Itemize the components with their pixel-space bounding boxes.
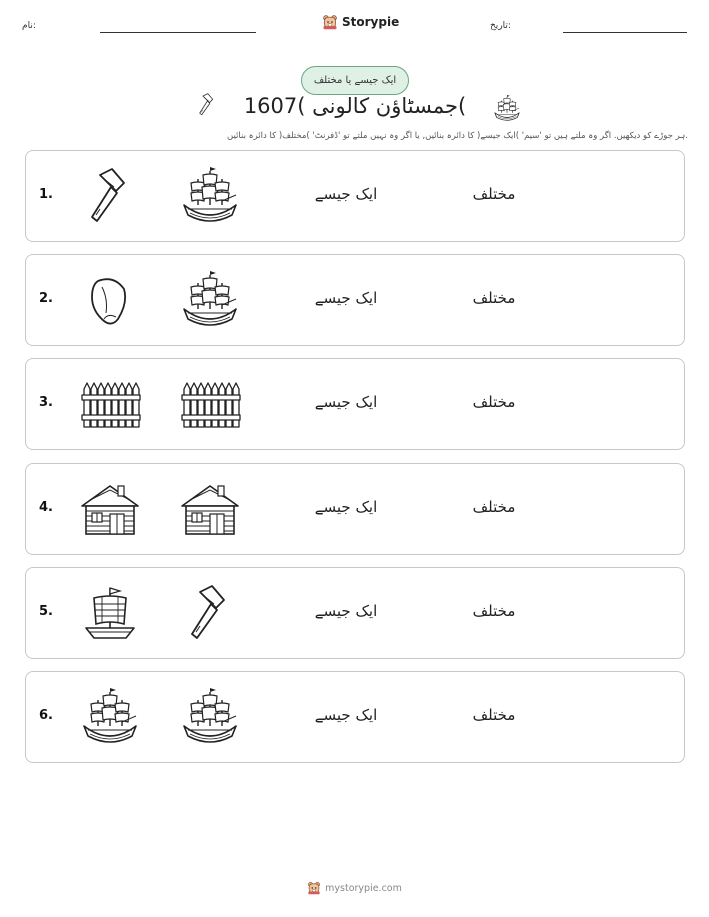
ship-icon: [178, 165, 242, 229]
name-line: [100, 32, 256, 33]
row-number: 4.: [39, 500, 53, 515]
different-option[interactable]: مختلف: [472, 602, 516, 620]
different-option[interactable]: مختلف: [472, 185, 516, 203]
log-cabin-icon: [78, 478, 142, 542]
exercise-row: [25, 254, 685, 346]
ship-icon: [178, 686, 242, 750]
row-number: 3.: [39, 395, 53, 410]
exercise-row: [25, 150, 685, 242]
same-option[interactable]: ایک جیسے: [314, 393, 378, 411]
bear-icon: [307, 881, 321, 895]
different-option[interactable]: مختلف: [472, 393, 516, 411]
axe-icon: [178, 582, 242, 646]
instructions: ہر جوڑے کو دیکھیں. اگر وہ ملتے ہیں تو 'سیم' )ایک جیسے( کا دائرہ بنائیں, یا اگر وہ نہیں ملتے تو 'ڈفرنٹ' )مختلف( کا دائرہ بنائیں.: [227, 131, 688, 141]
name-label: نام:: [22, 21, 36, 31]
log-cabin-icon: [178, 478, 242, 542]
same-option[interactable]: ایک جیسے: [314, 706, 378, 724]
row-number: 5.: [39, 604, 53, 619]
sailboat-icon: [78, 582, 142, 646]
fence-icon: [78, 373, 142, 437]
seed-icon: [78, 269, 142, 333]
different-option[interactable]: مختلف: [472, 289, 516, 307]
worksheet-type-badge: ایک جیسے یا مختلف: [301, 66, 409, 95]
footer-url[interactable]: mystorypie.com: [325, 882, 402, 894]
exercise-row: [25, 358, 685, 450]
footer: [0, 878, 709, 898]
ship-icon: [492, 94, 522, 124]
brand-name: Storypie: [342, 15, 400, 29]
same-option[interactable]: ایک جیسے: [314, 289, 378, 307]
page-title: جمسٹاؤن کالونی )1607(: [243, 94, 467, 118]
fence-icon: [178, 373, 242, 437]
axe-icon: [194, 92, 220, 118]
same-option[interactable]: ایک جیسے: [314, 185, 378, 203]
title-row: [0, 92, 709, 124]
same-option[interactable]: ایک جیسے: [314, 602, 378, 620]
ship-icon: [178, 269, 242, 333]
ship-icon: [78, 686, 142, 750]
exercise-row: [25, 463, 685, 555]
axe-icon: [78, 165, 142, 229]
row-number: 1.: [39, 187, 53, 202]
row-number: 2.: [39, 291, 53, 306]
worksheet-header: [0, 0, 709, 50]
brand-logo: [322, 12, 399, 32]
row-number: 6.: [39, 708, 53, 723]
same-option[interactable]: ایک جیسے: [314, 498, 378, 516]
different-option[interactable]: مختلف: [472, 706, 516, 724]
date-line: [563, 32, 687, 33]
exercise-row: [25, 567, 685, 659]
exercise-row: [25, 671, 685, 763]
different-option[interactable]: مختلف: [472, 498, 516, 516]
date-label: تاریخ:: [490, 21, 511, 31]
bear-icon: [322, 14, 338, 30]
